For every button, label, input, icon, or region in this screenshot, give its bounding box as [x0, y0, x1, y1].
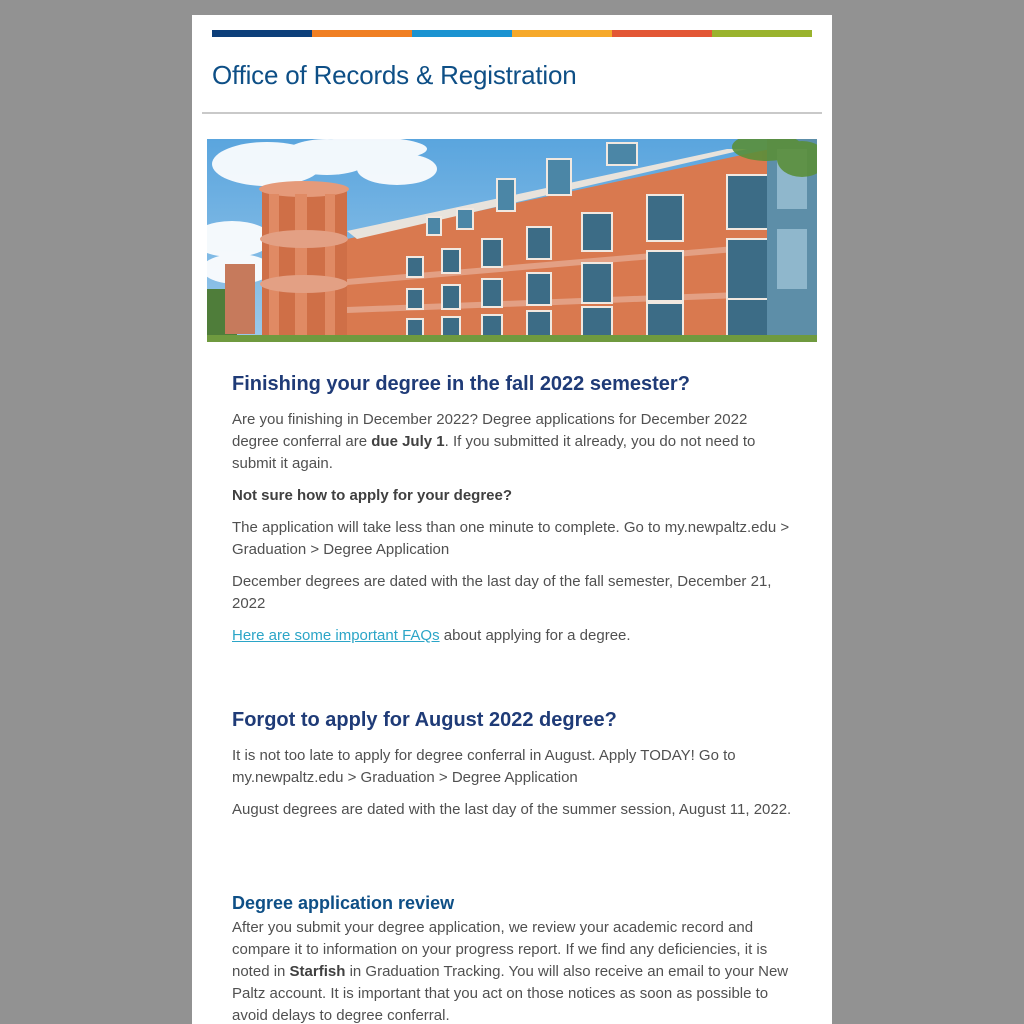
- review-text-start: After you submit your degree application, we review your academic record and compare it to information on your progress report. If we find any deficiencies, it is noted in: [232, 919, 768, 980]
- how-to-apply-subheading: Not sure how to apply for your degree?: [232, 487, 513, 504]
- header-divider: [202, 112, 822, 114]
- color-bar-segment: [312, 30, 412, 37]
- review-section: [232, 891, 797, 1024]
- deadline-emphasis: due July 1: [371, 433, 445, 450]
- application-instructions: The application will take less than one minute to complete. Go to my.newpaltz.edu > Graduation > Degree Application: [232, 519, 790, 558]
- review-section-heading: Degree application review: [232, 893, 455, 913]
- faq-paragraph: [232, 625, 797, 647]
- color-bar-segment: [712, 30, 812, 37]
- faq-link[interactable]: Here are some important FAQs: [232, 627, 440, 644]
- color-bar-segment: [212, 30, 312, 37]
- office-title: Office of Records & Registration: [212, 60, 577, 90]
- august-apply-paragraph: It is not too late to apply for degree conferral in August. Apply TODAY! Go to my.newpaltz.edu > Graduation > Degree Application: [232, 747, 736, 786]
- starfish-emphasis: Starfish: [289, 963, 346, 980]
- header-color-bar: [212, 30, 812, 37]
- fall-deadline-text-start: Are you finishing in December 2022? Degree applications for December 2022 degree conferral are: [232, 411, 748, 450]
- fall-deadline-text-end: . If you submitted it already, you do not need to submit it again.: [232, 433, 756, 472]
- review-paragraph: [232, 917, 797, 1024]
- faq-link-suffix: about applying for a degree.: [439, 627, 631, 644]
- email-body: [232, 367, 797, 1024]
- hero-image: [207, 139, 817, 342]
- color-bar-segment: [412, 30, 512, 37]
- fall-degree-section: [232, 371, 797, 647]
- campus-building-illustration: [207, 139, 817, 342]
- review-text-end: in Graduation Tracking. You will also receive an email to your New Paltz account. It is important that you act on those notices as soon as possible to avoid delays to degree conferral.: [232, 963, 789, 1024]
- august-section-heading: Forgot to apply for August 2022 degree?: [232, 709, 617, 731]
- color-bar-segment: [612, 30, 712, 37]
- august-date-note: August degrees are dated with the last day of the summer session, August 11, 2022.: [232, 801, 792, 818]
- fall-deadline-paragraph: [232, 409, 797, 475]
- december-date-note: December degrees are dated with the last day of the fall semester, December 21, 2022: [232, 573, 772, 612]
- color-bar-segment: [512, 30, 612, 37]
- fall-section-heading: Finishing your degree in the fall 2022 semester?: [232, 373, 690, 395]
- email-container: [192, 15, 832, 1024]
- august-degree-section: [232, 707, 797, 821]
